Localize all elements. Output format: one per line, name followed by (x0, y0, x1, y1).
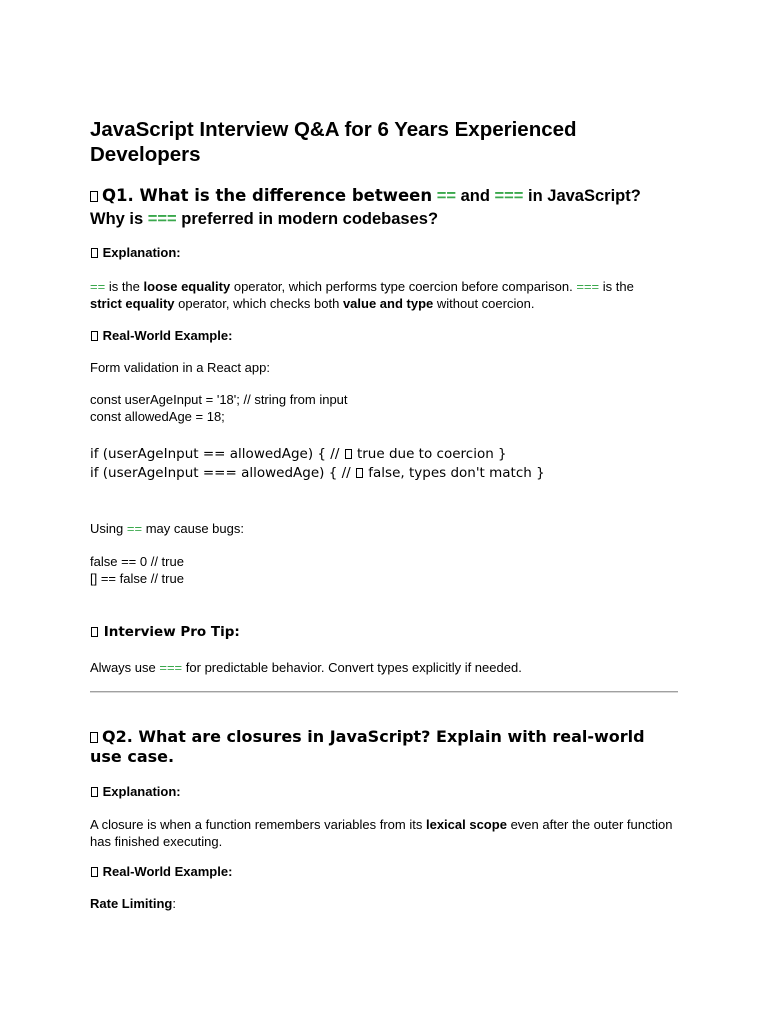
explanation-heading: Explanation: (90, 244, 181, 261)
code-strict-equality: === (494, 187, 524, 205)
emoji-placeholder-icon (91, 331, 98, 341)
emoji-placeholder-icon (91, 787, 98, 797)
code-strict-equality: === (147, 210, 177, 228)
emoji-placeholder-icon (91, 867, 98, 877)
code-block-declarations: const userAgeInput = '18'; // string from input const allowedAge = 18; (90, 392, 348, 424)
emoji-placeholder-icon (345, 449, 352, 459)
interview-tip-heading: Interview Pro Tip: (90, 624, 240, 641)
section-divider (90, 691, 678, 693)
emoji-placeholder-icon (91, 627, 98, 637)
code-loose-equality: == (436, 187, 456, 205)
question-2-heading: Q2. What are closures in JavaScript? Explain with real-world use case. (90, 727, 645, 766)
closure-explanation: A closure is when a function remembers variables from its lexical scope even after the outer function has finished executing. (90, 817, 673, 849)
explanation-paragraph: == is the loose equality operator, which performs type coercion before comparison. === is the strict equality operator, which checks both value and type without coercion. (90, 279, 634, 311)
bugs-intro: Using == may cause bugs: (90, 521, 244, 536)
rate-limiting-label: Rate Limiting: (90, 896, 176, 911)
example-intro: Form validation in a React app: (90, 360, 270, 375)
code-block-comparisons: if (userAgeInput == allowedAge) { // true due to coercion } if (userAgeInput === allowedAge) { // false, types don't match } (90, 446, 545, 481)
real-world-example-heading: Real-World Example: (90, 327, 232, 344)
question-1-heading: Q1. What is the difference between == and === in JavaScript? Why is === preferred in modern codebases? (90, 186, 641, 228)
emoji-placeholder-icon (356, 468, 363, 478)
emoji-placeholder-icon (90, 191, 98, 202)
emoji-placeholder-icon (91, 248, 98, 258)
explanation-heading: Explanation: (90, 783, 181, 800)
interview-tip-text: Always use === for predictable behavior. Convert types explicitly if needed. (90, 660, 522, 675)
real-world-example-heading: Real-World Example: (90, 863, 232, 880)
emoji-placeholder-icon (90, 732, 98, 743)
bug-examples: false == 0 // true [] == false // true (90, 554, 184, 586)
page-title: JavaScript Interview Q&A for 6 Years Experienced Developers (90, 118, 577, 166)
